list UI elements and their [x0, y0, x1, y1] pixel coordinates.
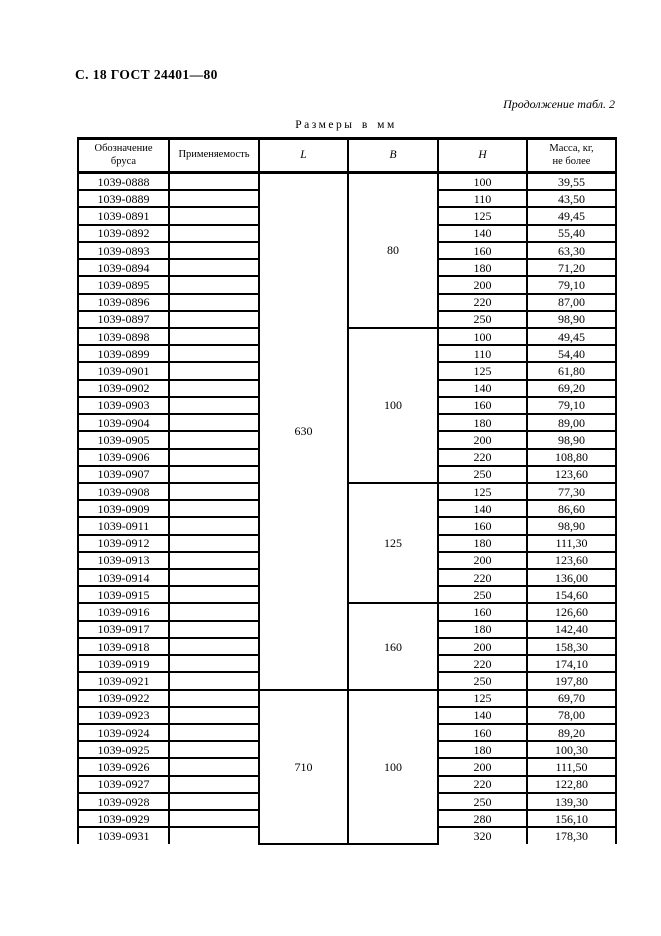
designation-cell: 1039-0918	[78, 638, 169, 655]
mass-cell: 86,60	[527, 500, 616, 517]
designation-cell: 1039-0894	[78, 259, 169, 276]
applicability-cell	[169, 793, 259, 810]
applicability-cell	[169, 431, 259, 448]
width-cell: 160	[348, 603, 438, 689]
designation-cell: 1039-0904	[78, 414, 169, 431]
designation-cell: 1039-0916	[78, 603, 169, 620]
height-cell: 125	[438, 690, 527, 707]
height-cell: 200	[438, 758, 527, 775]
applicability-cell	[169, 810, 259, 827]
mass-cell: 111,50	[527, 758, 616, 775]
height-cell: 180	[438, 414, 527, 431]
height-cell: 220	[438, 776, 527, 793]
mass-cell: 98,90	[527, 311, 616, 328]
height-cell: 100	[438, 173, 527, 191]
designation-cell: 1039-0898	[78, 328, 169, 345]
mass-cell: 69,70	[527, 690, 616, 707]
height-cell: 200	[438, 431, 527, 448]
mass-cell: 55,40	[527, 225, 616, 242]
width-cell: 125	[348, 483, 438, 604]
height-cell: 180	[438, 621, 527, 638]
column-header-text: Масса, кг,	[549, 143, 594, 155]
mass-cell: 136,00	[527, 569, 616, 586]
column-header-B	[348, 139, 438, 173]
mass-cell: 111,30	[527, 535, 616, 552]
applicability-cell	[169, 621, 259, 638]
applicability-cell	[169, 173, 259, 191]
designation-cell: 1039-0927	[78, 776, 169, 793]
height-cell: 125	[438, 483, 527, 500]
applicability-cell	[169, 345, 259, 362]
applicability-cell	[169, 362, 259, 379]
applicability-cell	[169, 638, 259, 655]
height-cell: 220	[438, 569, 527, 586]
height-cell: 100	[438, 328, 527, 345]
height-cell: 125	[438, 207, 527, 224]
mass-cell: 69,20	[527, 380, 616, 397]
designation-cell: 1039-0893	[78, 242, 169, 259]
designation-cell: 1039-0931	[78, 827, 169, 844]
height-cell: 125	[438, 362, 527, 379]
column-header-text: B	[389, 148, 397, 161]
table-header-row	[78, 139, 616, 173]
mass-cell: 123,60	[527, 466, 616, 483]
mass-cell: 156,10	[527, 810, 616, 827]
designation-cell: 1039-0928	[78, 793, 169, 810]
mass-cell: 71,20	[527, 259, 616, 276]
mass-cell: 100,30	[527, 741, 616, 758]
applicability-cell	[169, 603, 259, 620]
height-cell: 220	[438, 449, 527, 466]
column-header-H	[438, 139, 527, 173]
mass-cell: 126,60	[527, 603, 616, 620]
designation-cell: 1039-0926	[78, 758, 169, 775]
designation-cell: 1039-0913	[78, 552, 169, 569]
height-cell: 200	[438, 276, 527, 293]
mass-cell: 108,80	[527, 449, 616, 466]
mass-cell: 98,90	[527, 431, 616, 448]
mass-cell: 49,45	[527, 328, 616, 345]
designation-cell: 1039-0912	[78, 535, 169, 552]
column-header-mass	[527, 139, 616, 173]
column-header-text: H	[478, 148, 487, 161]
mass-cell: 39,55	[527, 173, 616, 191]
mass-cell: 139,30	[527, 793, 616, 810]
height-cell: 110	[438, 190, 527, 207]
designation-cell: 1039-0897	[78, 311, 169, 328]
designation-cell: 1039-0922	[78, 690, 169, 707]
mass-cell: 197,80	[527, 672, 616, 689]
table-body	[78, 173, 616, 845]
width-cell: 80	[348, 173, 438, 328]
designation-cell: 1039-0929	[78, 810, 169, 827]
column-header-text: бруса	[110, 155, 137, 167]
column-header-text: Применяемость	[178, 149, 250, 161]
height-cell: 250	[438, 586, 527, 603]
column-header-applicability	[169, 139, 259, 173]
applicability-cell	[169, 586, 259, 603]
designation-cell: 1039-0892	[78, 225, 169, 242]
applicability-cell	[169, 535, 259, 552]
mass-cell: 122,80	[527, 776, 616, 793]
height-cell: 140	[438, 500, 527, 517]
height-cell: 160	[438, 242, 527, 259]
applicability-cell	[169, 517, 259, 534]
applicability-cell	[169, 397, 259, 414]
applicability-cell	[169, 552, 259, 569]
applicability-cell	[169, 483, 259, 500]
mass-cell: 123,60	[527, 552, 616, 569]
width-cell: 100	[348, 690, 438, 844]
table-header	[78, 139, 616, 173]
column-header-text: L	[300, 148, 307, 161]
designation-cell: 1039-0919	[78, 655, 169, 672]
width-cell: 100	[348, 328, 438, 483]
designation-cell: 1039-0905	[78, 431, 169, 448]
applicability-cell	[169, 380, 259, 397]
designation-cell: 1039-0924	[78, 724, 169, 741]
height-cell: 140	[438, 380, 527, 397]
applicability-cell	[169, 414, 259, 431]
height-cell: 140	[438, 707, 527, 724]
applicability-cell	[169, 466, 259, 483]
designation-cell: 1039-0906	[78, 449, 169, 466]
mass-cell: 142,40	[527, 621, 616, 638]
table-caption: Размеры в мм	[295, 119, 397, 131]
applicability-cell	[169, 827, 259, 844]
mass-cell: 89,20	[527, 724, 616, 741]
applicability-cell	[169, 242, 259, 259]
designation-cell: 1039-0902	[78, 380, 169, 397]
mass-cell: 158,30	[527, 638, 616, 655]
applicability-cell	[169, 311, 259, 328]
height-cell: 160	[438, 724, 527, 741]
height-cell: 160	[438, 603, 527, 620]
applicability-cell	[169, 672, 259, 689]
height-cell: 180	[438, 535, 527, 552]
column-header-designation	[78, 139, 169, 173]
designation-cell: 1039-0901	[78, 362, 169, 379]
height-cell: 250	[438, 793, 527, 810]
table-row	[78, 173, 616, 191]
height-cell: 250	[438, 311, 527, 328]
designation-cell: 1039-0917	[78, 621, 169, 638]
page-header: С. 18 ГОСТ 24401—80	[75, 67, 218, 82]
applicability-cell	[169, 449, 259, 466]
height-cell: 320	[438, 827, 527, 844]
height-cell: 160	[438, 517, 527, 534]
designation-cell: 1039-0903	[78, 397, 169, 414]
mass-cell: 78,00	[527, 707, 616, 724]
height-cell: 220	[438, 294, 527, 311]
designation-cell: 1039-0923	[78, 707, 169, 724]
table-continuation-note: Продолжение табл. 2	[503, 97, 615, 111]
height-cell: 250	[438, 672, 527, 689]
designation-cell: 1039-0907	[78, 466, 169, 483]
applicability-cell	[169, 500, 259, 517]
applicability-cell	[169, 707, 259, 724]
applicability-cell	[169, 276, 259, 293]
designation-cell: 1039-0914	[78, 569, 169, 586]
height-cell: 200	[438, 638, 527, 655]
applicability-cell	[169, 225, 259, 242]
table-row	[78, 690, 616, 707]
applicability-cell	[169, 259, 259, 276]
applicability-cell	[169, 190, 259, 207]
mass-cell: 79,10	[527, 397, 616, 414]
height-cell: 200	[438, 552, 527, 569]
mass-cell: 98,90	[527, 517, 616, 534]
applicability-cell	[169, 741, 259, 758]
applicability-cell	[169, 776, 259, 793]
mass-cell: 43,50	[527, 190, 616, 207]
mass-cell: 87,00	[527, 294, 616, 311]
designation-cell: 1039-0908	[78, 483, 169, 500]
column-header-text: Обозначение	[94, 143, 153, 155]
applicability-cell	[169, 758, 259, 775]
length-cell: 710	[259, 690, 348, 844]
designation-cell: 1039-0909	[78, 500, 169, 517]
designation-cell: 1039-0896	[78, 294, 169, 311]
height-cell: 250	[438, 466, 527, 483]
designation-cell: 1039-0899	[78, 345, 169, 362]
height-cell: 140	[438, 225, 527, 242]
dimensions-table	[77, 137, 617, 845]
designation-cell: 1039-0891	[78, 207, 169, 224]
height-cell: 220	[438, 655, 527, 672]
designation-cell: 1039-0915	[78, 586, 169, 603]
designation-cell: 1039-0925	[78, 741, 169, 758]
applicability-cell	[169, 294, 259, 311]
applicability-cell	[169, 328, 259, 345]
column-header-text: не более	[552, 155, 591, 167]
column-header-L	[259, 139, 348, 173]
mass-cell: 77,30	[527, 483, 616, 500]
applicability-cell	[169, 724, 259, 741]
applicability-cell	[169, 207, 259, 224]
designation-cell: 1039-0889	[78, 190, 169, 207]
applicability-cell	[169, 690, 259, 707]
mass-cell: 89,00	[527, 414, 616, 431]
mass-cell: 178,30	[527, 827, 616, 844]
height-cell: 180	[438, 259, 527, 276]
mass-cell: 63,30	[527, 242, 616, 259]
mass-cell: 174,10	[527, 655, 616, 672]
designation-cell: 1039-0911	[78, 517, 169, 534]
height-cell: 280	[438, 810, 527, 827]
designation-cell: 1039-0888	[78, 173, 169, 191]
height-cell: 110	[438, 345, 527, 362]
applicability-cell	[169, 655, 259, 672]
mass-cell: 61,80	[527, 362, 616, 379]
mass-cell: 54,40	[527, 345, 616, 362]
designation-cell: 1039-0895	[78, 276, 169, 293]
height-cell: 160	[438, 397, 527, 414]
height-cell: 180	[438, 741, 527, 758]
mass-cell: 49,45	[527, 207, 616, 224]
mass-cell: 79,10	[527, 276, 616, 293]
length-cell: 630	[259, 173, 348, 690]
designation-cell: 1039-0921	[78, 672, 169, 689]
mass-cell: 154,60	[527, 586, 616, 603]
applicability-cell	[169, 569, 259, 586]
